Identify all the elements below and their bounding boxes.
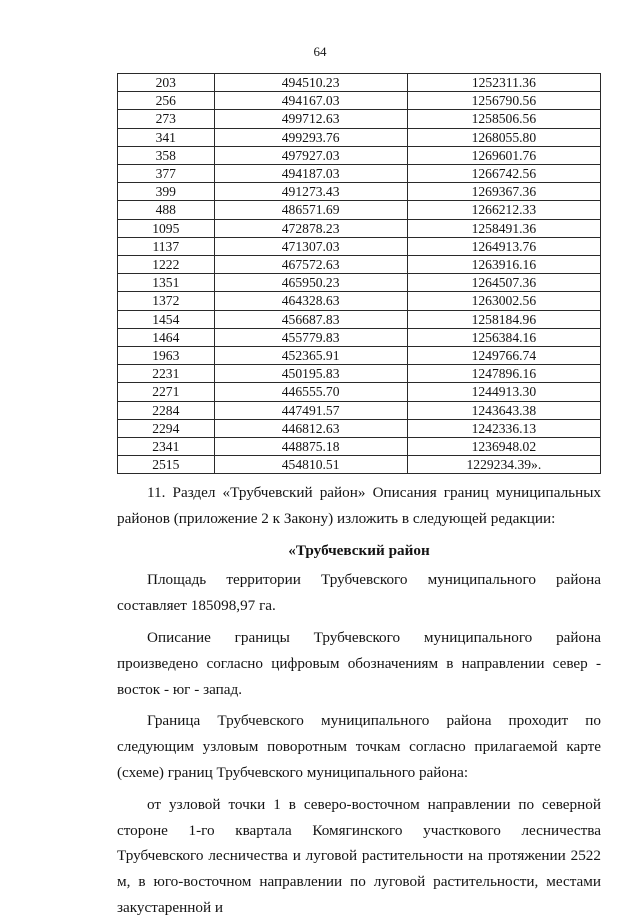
table-row bbox=[118, 219, 601, 237]
table-row bbox=[118, 328, 601, 346]
x-coordinate-cell: 471307.03 bbox=[214, 237, 407, 255]
point-id-cell: 377 bbox=[118, 165, 215, 183]
point-id-cell: 488 bbox=[118, 201, 215, 219]
x-coordinate-cell: 499712.63 bbox=[214, 110, 407, 128]
x-coordinate-cell: 447491.57 bbox=[214, 401, 407, 419]
table-row bbox=[118, 146, 601, 164]
x-coordinate-cell: 486571.69 bbox=[214, 201, 407, 219]
table-row bbox=[118, 92, 601, 110]
x-coordinate-cell: 472878.23 bbox=[214, 219, 407, 237]
x-coordinate-cell: 448875.18 bbox=[214, 438, 407, 456]
point-id-cell: 1351 bbox=[118, 274, 215, 292]
y-coordinate-cell: 1258491.36 bbox=[407, 219, 600, 237]
y-coordinate-cell: 1264507.36 bbox=[407, 274, 600, 292]
table-row bbox=[118, 183, 601, 201]
table-row bbox=[118, 383, 601, 401]
table-row bbox=[118, 110, 601, 128]
y-coordinate-cell: 1244913.30 bbox=[407, 383, 600, 401]
x-coordinate-cell: 450195.83 bbox=[214, 365, 407, 383]
table-row bbox=[118, 347, 601, 365]
y-coordinate-cell: 1263002.56 bbox=[407, 292, 600, 310]
y-coordinate-cell: 1247896.16 bbox=[407, 365, 600, 383]
page-number: 64 bbox=[313, 44, 327, 59]
description-paragraph: Описание границы Трубчевского муниципального района произведено согласно цифровым обозначениям в направлении север - восток - юг - запад. bbox=[117, 628, 601, 698]
table-row bbox=[118, 401, 601, 419]
point-id-cell: 399 bbox=[118, 183, 215, 201]
point-1-paragraph: от узловой точки 1 в северо-восточном направлении по северной стороне 1-го квартала Комягинского участкового лесничества Трубчевского лесничества и луговой растительности на протяжении 2522 м, в юго-восточном направлении по луговой растительности, местами закустаренной и bbox=[117, 795, 601, 916]
x-coordinate-cell: 491273.43 bbox=[214, 183, 407, 201]
x-coordinate-cell: 446555.70 bbox=[214, 383, 407, 401]
y-coordinate-cell: 1266742.56 bbox=[407, 165, 600, 183]
point-id-cell: 1963 bbox=[118, 347, 215, 365]
y-coordinate-cell: 1269367.36 bbox=[407, 183, 600, 201]
y-coordinate-cell: 1256790.56 bbox=[407, 92, 600, 110]
x-coordinate-cell: 465950.23 bbox=[214, 274, 407, 292]
table-row bbox=[118, 438, 601, 456]
point-id-cell: 2271 bbox=[118, 383, 215, 401]
point-id-cell: 256 bbox=[118, 92, 215, 110]
table-row bbox=[118, 237, 601, 255]
y-coordinate-cell: 1258184.96 bbox=[407, 310, 600, 328]
y-coordinate-cell: 1268055.80 bbox=[407, 128, 600, 146]
table-row bbox=[118, 292, 601, 310]
y-coordinate-cell: 1229234.39». bbox=[407, 456, 600, 474]
y-coordinate-cell: 1266212.33 bbox=[407, 201, 600, 219]
y-coordinate-cell: 1243643.38 bbox=[407, 401, 600, 419]
point-id-cell: 2294 bbox=[118, 419, 215, 437]
document-body bbox=[117, 480, 601, 921]
table-row bbox=[118, 165, 601, 183]
y-coordinate-cell: 1264913.76 bbox=[407, 237, 600, 255]
point-id-cell: 2515 bbox=[118, 456, 215, 474]
table-row bbox=[118, 201, 601, 219]
x-coordinate-cell: 446812.63 bbox=[214, 419, 407, 437]
district-heading: «Трубчевский район bbox=[288, 541, 430, 559]
y-coordinate-cell: 1249766.74 bbox=[407, 347, 600, 365]
point-id-cell: 203 bbox=[118, 74, 215, 92]
point-id-cell: 2231 bbox=[118, 365, 215, 383]
point-id-cell: 1137 bbox=[118, 237, 215, 255]
point-id-cell: 2341 bbox=[118, 438, 215, 456]
y-coordinate-cell: 1236948.02 bbox=[407, 438, 600, 456]
area-paragraph: Площадь территории Трубчевского муниципального района составляет 185098,97 га. bbox=[117, 571, 601, 615]
point-id-cell: 1372 bbox=[118, 292, 215, 310]
point-id-cell: 1464 bbox=[118, 328, 215, 346]
table-row bbox=[118, 310, 601, 328]
point-id-cell: 1454 bbox=[118, 310, 215, 328]
point-id-cell: 273 bbox=[118, 110, 215, 128]
point-id-cell: 358 bbox=[118, 146, 215, 164]
x-coordinate-cell: 499293.76 bbox=[214, 128, 407, 146]
table-row bbox=[118, 365, 601, 383]
y-coordinate-cell: 1263916.16 bbox=[407, 256, 600, 274]
coordinates-table-body bbox=[118, 74, 601, 474]
x-coordinate-cell: 464328.63 bbox=[214, 292, 407, 310]
y-coordinate-cell: 1269601.76 bbox=[407, 146, 600, 164]
x-coordinate-cell: 494510.23 bbox=[214, 74, 407, 92]
x-coordinate-cell: 494187.03 bbox=[214, 165, 407, 183]
x-coordinate-cell: 455779.83 bbox=[214, 328, 407, 346]
table-row bbox=[118, 74, 601, 92]
point-id-cell: 1095 bbox=[118, 219, 215, 237]
boundary-paragraph: Граница Трубчевского муниципального района проходит по следующим узловым поворотным точкам согласно прилагаемой карте (схеме) границ Трубчевского муниципального района: bbox=[117, 712, 601, 781]
x-coordinate-cell: 494167.03 bbox=[214, 92, 407, 110]
x-coordinate-cell: 454810.51 bbox=[214, 456, 407, 474]
y-coordinate-cell: 1252311.36 bbox=[407, 74, 600, 92]
point-id-cell: 2284 bbox=[118, 401, 215, 419]
y-coordinate-cell: 1242336.13 bbox=[407, 419, 600, 437]
table-row bbox=[118, 419, 601, 437]
y-coordinate-cell: 1258506.56 bbox=[407, 110, 600, 128]
x-coordinate-cell: 456687.83 bbox=[214, 310, 407, 328]
point-id-cell: 341 bbox=[118, 128, 215, 146]
section-11-paragraph: 11. Раздел «Трубчевский район» Описания границ муниципальных районов (приложение 2 к Закону) изложить в следующей редакции: bbox=[117, 484, 601, 527]
coordinates-table bbox=[117, 73, 601, 474]
y-coordinate-cell: 1256384.16 bbox=[407, 328, 600, 346]
table-row bbox=[118, 274, 601, 292]
x-coordinate-cell: 497927.03 bbox=[214, 146, 407, 164]
x-coordinate-cell: 467572.63 bbox=[214, 256, 407, 274]
table-row bbox=[118, 128, 601, 146]
point-id-cell: 1222 bbox=[118, 256, 215, 274]
table-row bbox=[118, 456, 601, 474]
x-coordinate-cell: 452365.91 bbox=[214, 347, 407, 365]
table-row bbox=[118, 256, 601, 274]
